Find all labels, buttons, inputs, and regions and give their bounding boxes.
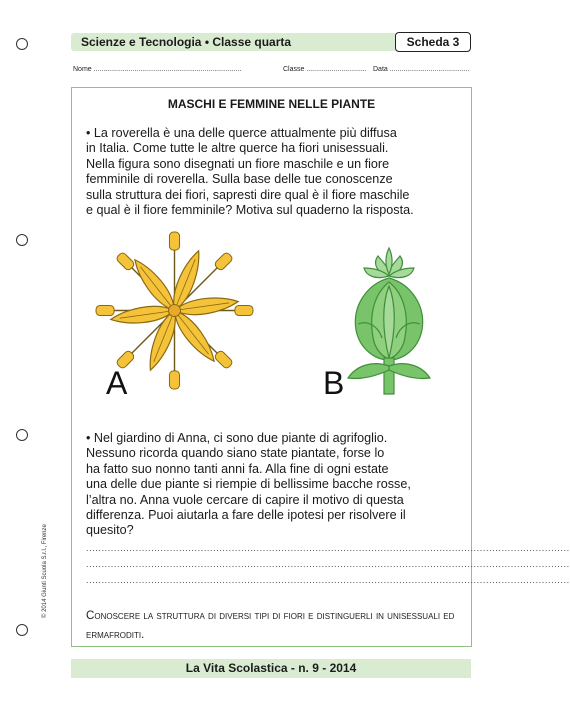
text-line: quesito? bbox=[86, 523, 134, 538]
label-b: B bbox=[323, 365, 345, 401]
text-line: Nessuno ricorda quando siano state piantate, forse lo bbox=[86, 446, 385, 461]
footer-band: La Vita Scolastica - n. 9 - 2014 bbox=[71, 659, 471, 678]
classe-field[interactable]: Classe ............................... bbox=[283, 66, 367, 73]
answer-line[interactable]: ............................................................................................................................................................ bbox=[86, 575, 570, 585]
text-line: • Nel giardino di Anna, ci sono due piante di agrifoglio. bbox=[86, 431, 388, 445]
subject-label: Scienze e Tecnologia • Classe quarta bbox=[81, 35, 292, 49]
worksheet-title: MASCHI E FEMMINE NELLE PIANTE bbox=[167, 97, 376, 111]
text-line: l’altra no. Anna vuole cercare di capire il motivo di questa bbox=[86, 492, 404, 507]
objective-line: Conoscere la struttura di diversi tipi di fiori e distinguerli in unisessuali ed bbox=[86, 609, 455, 622]
text-line: differenza. Puoi aiutarla a fare delle ipotesi per risolvere il bbox=[86, 508, 406, 523]
text-line: ha fatto suo nonno tanti anni fa. Alla fine di ogni estate bbox=[86, 461, 389, 476]
text-line: Nella figura sono disegnati un fiore maschile e un fiore bbox=[86, 156, 390, 171]
objective-line: ermafroditi. bbox=[86, 628, 145, 641]
text-line: sulla struttura dei fiori, sapresti dire qual è il fiore maschile bbox=[86, 187, 410, 202]
answer-line[interactable]: ............................................................................................................................................................ bbox=[86, 543, 570, 553]
header-band bbox=[71, 33, 471, 51]
binder-hole bbox=[16, 429, 28, 441]
learning-objective bbox=[86, 606, 461, 644]
text-line: e qual è il fiore femminile? Motiva sul quaderno la risposta. bbox=[86, 203, 414, 218]
copyright-note: © 2014 Giunti Scuola S.r.l., Firenze bbox=[42, 524, 48, 618]
data-field[interactable]: Data ......................................... bbox=[373, 66, 470, 73]
scheda-badge: Scheda 3 bbox=[395, 32, 471, 52]
exercise-1-text bbox=[86, 126, 461, 218]
flower-b-stigma bbox=[364, 248, 414, 278]
nome-field[interactable]: Nome ............................................................................ bbox=[73, 66, 242, 73]
flower-b-bud bbox=[355, 278, 422, 360]
answer-line[interactable]: ............................................................................................................................................................ bbox=[86, 559, 570, 569]
worksheet-box bbox=[71, 87, 570, 647]
text-line: femminile di roverella. Sulla base delle tue conoscenze bbox=[86, 172, 393, 187]
text-line: una delle due piante si riempie di bellissime bacche rosse, bbox=[86, 477, 411, 492]
label-a: A bbox=[106, 365, 128, 401]
text-line: • La roverella è una delle querce attualmente più diffusa bbox=[86, 126, 397, 140]
binder-hole bbox=[16, 624, 28, 636]
binder-hole bbox=[16, 234, 28, 246]
exercise-2-text bbox=[86, 431, 461, 539]
flower-b-stem bbox=[348, 358, 430, 394]
binder-hole bbox=[16, 38, 28, 50]
text-line: in Italia. Come tutte le altre querce ha fiori unisessuali. bbox=[86, 141, 389, 156]
female-flower-illustration bbox=[342, 246, 437, 396]
flower-a-center bbox=[168, 304, 180, 316]
